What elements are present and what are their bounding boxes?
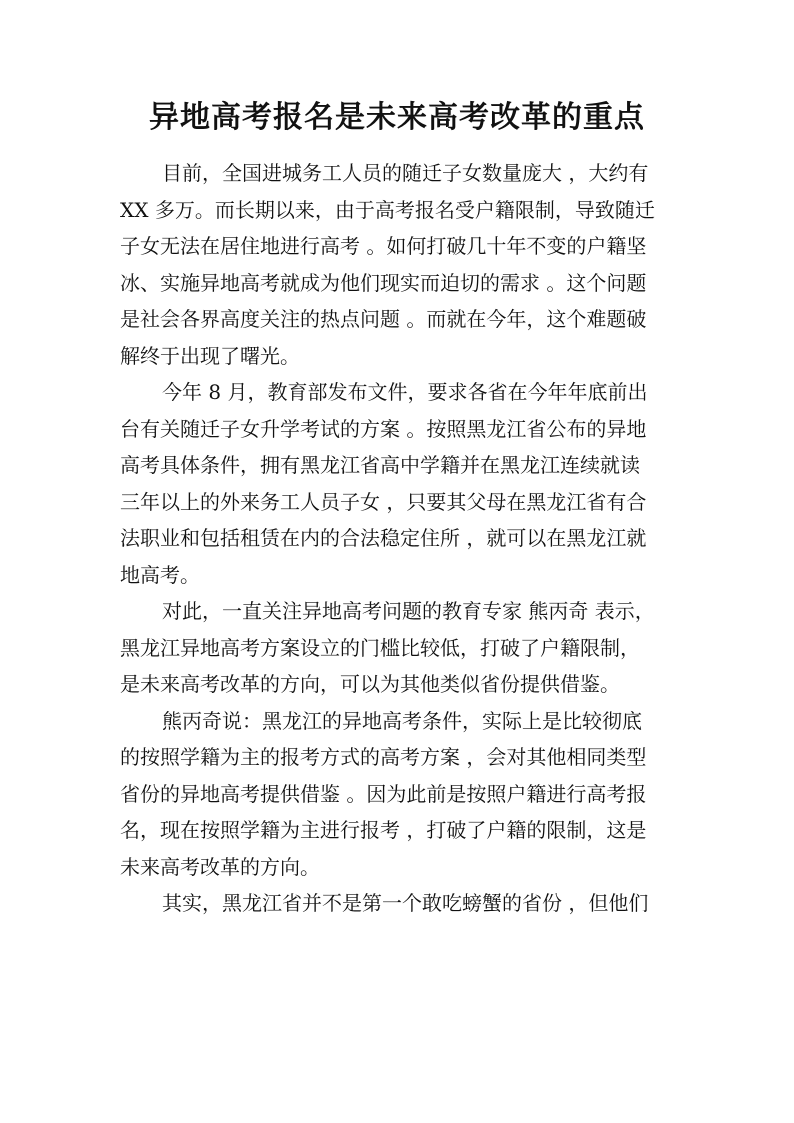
document-title: 异地高考报名是未来高考改革的重点 <box>149 100 645 135</box>
paragraph-4-line-1: 熊丙奇说：黑龙江的异地高考条件，实际上是比较彻底 <box>162 708 642 733</box>
paragraph-2-line-6: 地高考。 <box>120 562 200 587</box>
paragraph-3-line-2: 黑龙江异地高考方案设立的门槛比较低，打破了户籍限制， <box>120 635 640 660</box>
paragraph-1-line-3: 子女无法在居住地进行高考 。如何打破几十年不变的户籍坚 <box>120 234 647 258</box>
paragraph-4-line-4: 名，现在按照学籍为主进行报考 ，打破了户籍的限制，这是 <box>120 818 647 842</box>
paragraph-2-line-4: 三年以上的外来务工人员子女 ，只要其父母在黑龙江省有合 <box>120 489 647 514</box>
paragraph-4-line-3: 省份的异地高考提供借鉴 。因为此前是按照户籍进行高考报 <box>120 781 647 806</box>
paragraph-1-line-4: 冰、实施异地高考就成为他们现实而迫切的需求 。这个问题 <box>120 270 647 295</box>
paragraph-4-line-5: 未来高考改革的方向。 <box>120 854 320 879</box>
paragraph-4-line-2: 的按照学籍为主的报考方式的高考方案 ，会对其他相同类型 <box>120 745 647 769</box>
paragraph-1-line-1: 目前，全国进城务工人员的随迁子女数量庞大 ，大约有 <box>162 161 649 185</box>
paragraph-2-line-1: 今年 8 月，教育部发布文件，要求各省在今年年底前出 <box>162 380 648 404</box>
paragraph-3-line-3: 是未来高考改革的方向，可以为其他类似省份提供借鉴。 <box>120 672 620 696</box>
paragraph-1-line-2: XX 多万。而长期以来，由于高考报名受户籍限制，导致随迁 <box>120 197 655 222</box>
paragraph-3-line-1: 对此，一直关注异地高考问题的教育专家 熊丙奇 表示， <box>162 599 655 623</box>
document-body <box>120 155 680 922</box>
paragraph-5-line-1: 其实，黑龙江省并不是第一个敢吃螃蟹的省份 ，但他们 <box>162 891 649 915</box>
paragraph-2-line-2: 台有关随迁子女升学考试的方案 。按照黑龙江省公布的异地 <box>120 416 647 441</box>
paragraph-2-line-5: 法职业和包括租赁在内的合法稳定住所 ，就可以在黑龙江就 <box>120 526 647 550</box>
paragraph-1-line-5: 是社会各界高度关注的热点问题 。而就在今年，这个难题破 <box>120 307 647 331</box>
paragraph-2-line-3: 高考具体条件，拥有黑龙江省高中学籍并在黑龙江连续就读 <box>120 453 640 477</box>
paragraph-1-line-6: 解终于出现了曙光。 <box>120 343 300 368</box>
